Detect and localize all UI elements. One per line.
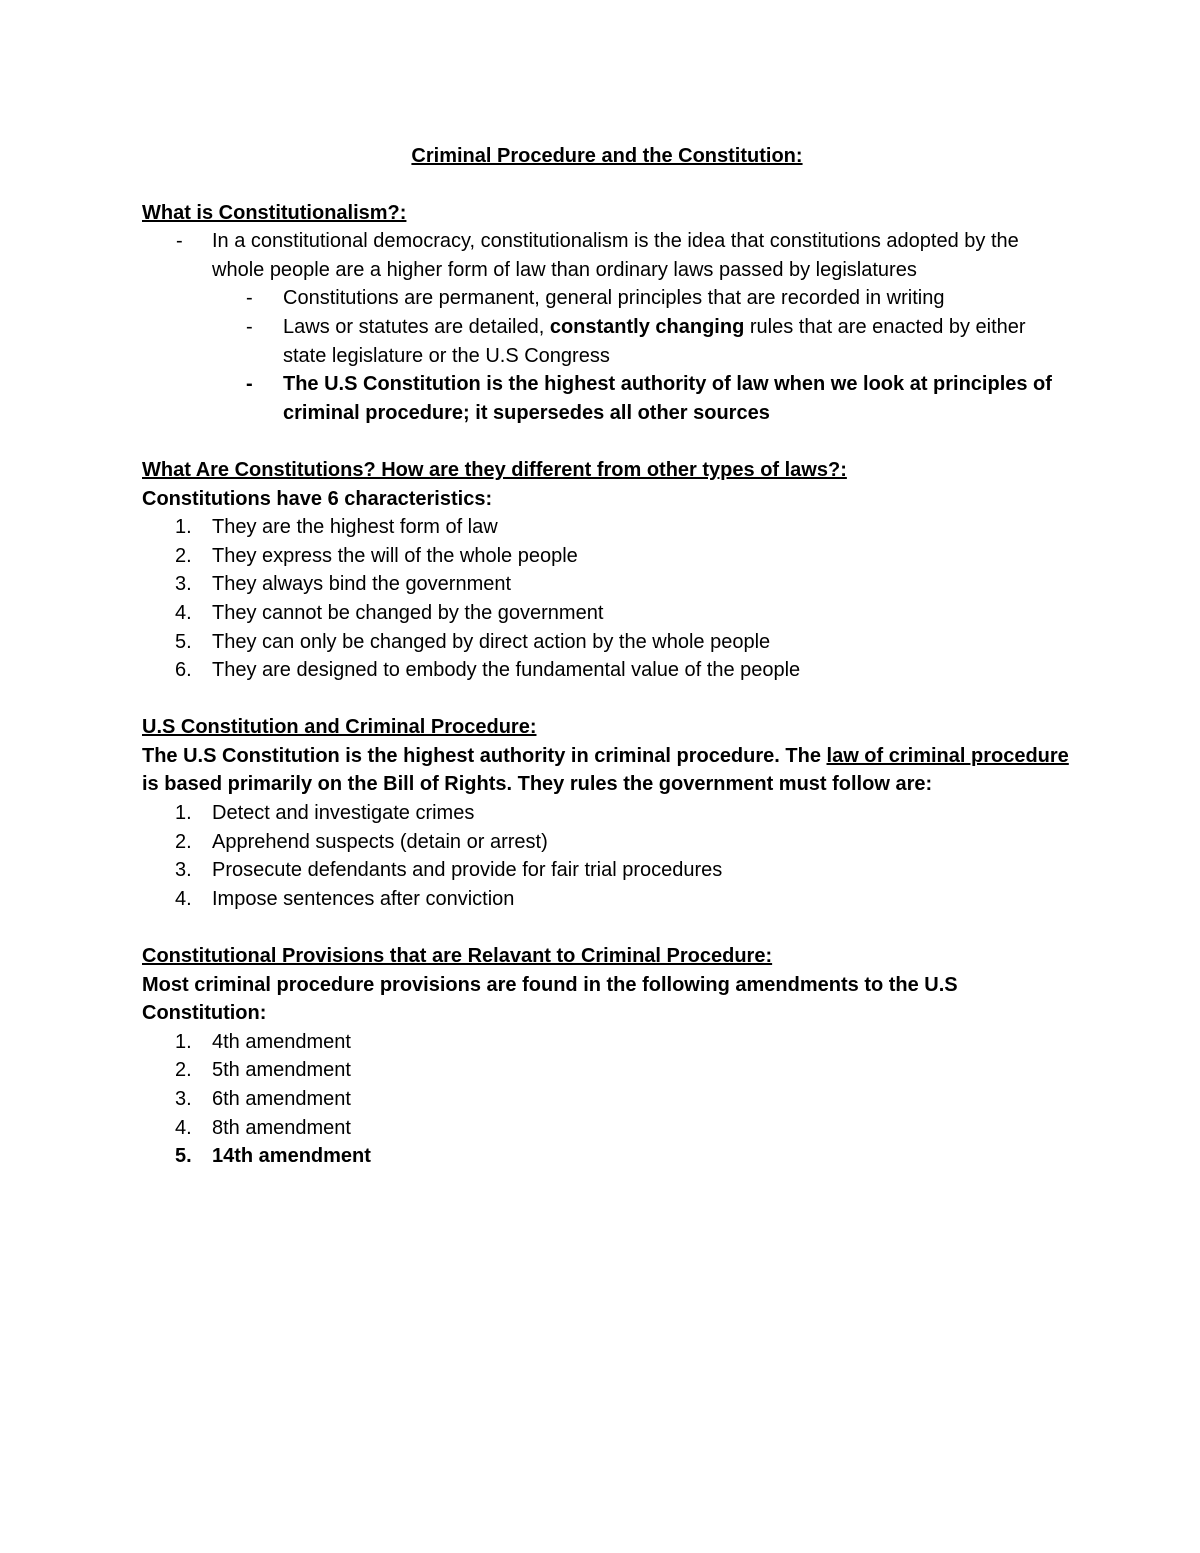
list-item (142, 513, 1072, 542)
list-text: They are the highest form of law (212, 516, 498, 539)
sub-bullet-item (142, 284, 1072, 313)
list-text: They always bind the government (212, 573, 512, 596)
list-number: 1. (175, 1030, 192, 1053)
list-item (142, 599, 1072, 628)
list-number: 4. (175, 887, 192, 910)
list-item (142, 570, 1072, 599)
list-number: 1. (175, 516, 192, 539)
list-text: They can only be changed by direct action by the whole people (212, 630, 771, 653)
sub-bullet-item (142, 313, 1072, 370)
list-item (142, 628, 1072, 657)
bullet-marker: - (246, 287, 253, 310)
sub-bullet-text-start: Laws or statutes are detailed, (283, 315, 550, 338)
list-text: 6th amendment (212, 1088, 351, 1110)
sub-bullet-text: Constitutions are permanent, general principles that are recorded in writing (283, 287, 945, 310)
list-item (142, 885, 1072, 914)
list-text: 5th amendment (212, 1059, 351, 1082)
list-number: 4. (175, 1116, 192, 1139)
intro-text-start: The U.S Constitution is the highest authority in criminal procedure. The (142, 744, 827, 767)
section-heading-provisions: Constitutional Provisions that are Relavant to Criminal Procedure: (142, 945, 773, 968)
bullet-marker: - (246, 373, 253, 396)
list-item (142, 1085, 1072, 1114)
list-text: Detect and investigate crimes (212, 802, 475, 825)
list-number: 2. (175, 830, 192, 853)
list-number: 5. (175, 630, 192, 653)
list-text: 4th amendment (212, 1030, 351, 1053)
list-number: 2. (175, 1059, 192, 1082)
bullet-item (142, 227, 1072, 284)
list-text: 14th amendment (212, 1145, 371, 1168)
list-text: They cannot be changed by the government (212, 601, 604, 624)
section-intro: Most criminal procedure provisions are found in the following amendments to the U.S Constitution: (142, 973, 958, 1025)
list-item (142, 856, 1072, 885)
list-item (142, 1056, 1072, 1085)
list-number: 1. (175, 802, 192, 825)
section-heading-constitutionalism: What is Constitutionalism?: (142, 201, 407, 224)
sub-bullet-text: The U.S Constitution is the highest authority of law when we look at principles of criminal procedure; it supersedes all other sources (283, 373, 1052, 424)
bullet-text: In a constitutional democracy, constitutionalism is the idea that constitutions adopted by the whole people are a higher form of law than ordinary laws passed by legislatures (212, 230, 1019, 281)
bullet-marker: - (176, 230, 183, 253)
list-item (142, 542, 1072, 571)
list-item (142, 1142, 1072, 1171)
list-item (142, 1114, 1072, 1143)
list-number: 4. (175, 601, 192, 624)
section-intro (142, 742, 1072, 799)
section-intro: Constitutions have 6 characteristics: (142, 487, 493, 510)
list-text: They are designed to embody the fundamental value of the people (212, 659, 801, 682)
list-text: Apprehend suspects (detain or arrest) (212, 830, 548, 853)
list-item (142, 799, 1072, 828)
list-item (142, 1028, 1072, 1057)
list-text: They express the will of the whole people (212, 544, 578, 567)
sub-bullet-item (142, 370, 1072, 427)
list-number: 3. (175, 573, 192, 596)
document-title: Criminal Procedure and the Constitution: (411, 145, 803, 167)
bullet-marker: - (246, 315, 253, 338)
list-number: 3. (175, 859, 192, 882)
list-number: 6. (175, 659, 192, 682)
intro-text-end: is based primarily on the Bill of Rights. They rules the government must follow are: (142, 773, 933, 796)
list-text: Prosecute defendants and provide for fair trial procedures (212, 859, 723, 882)
section-heading-constitutions: What Are Constitutions? How are they different from other types of laws?: (142, 458, 847, 481)
sub-bullet-text-end: rules that are enacted by either state legislature or the U.S Congress (283, 315, 1026, 367)
document-page (142, 142, 1072, 1171)
intro-underlined-phrase: law of criminal procedure (826, 744, 1069, 767)
list-number: 2. (175, 544, 192, 567)
list-item (142, 656, 1072, 685)
list-text: Impose sentences after conviction (212, 887, 515, 910)
list-number: 5. (175, 1145, 192, 1168)
list-text: 8th amendment (212, 1116, 351, 1139)
section-heading-us-constitution: U.S Constitution and Criminal Procedure: (142, 716, 537, 739)
list-item (142, 828, 1072, 857)
list-number: 3. (175, 1088, 192, 1110)
sub-bullet-bold-phrase: constantly changing (549, 315, 745, 338)
